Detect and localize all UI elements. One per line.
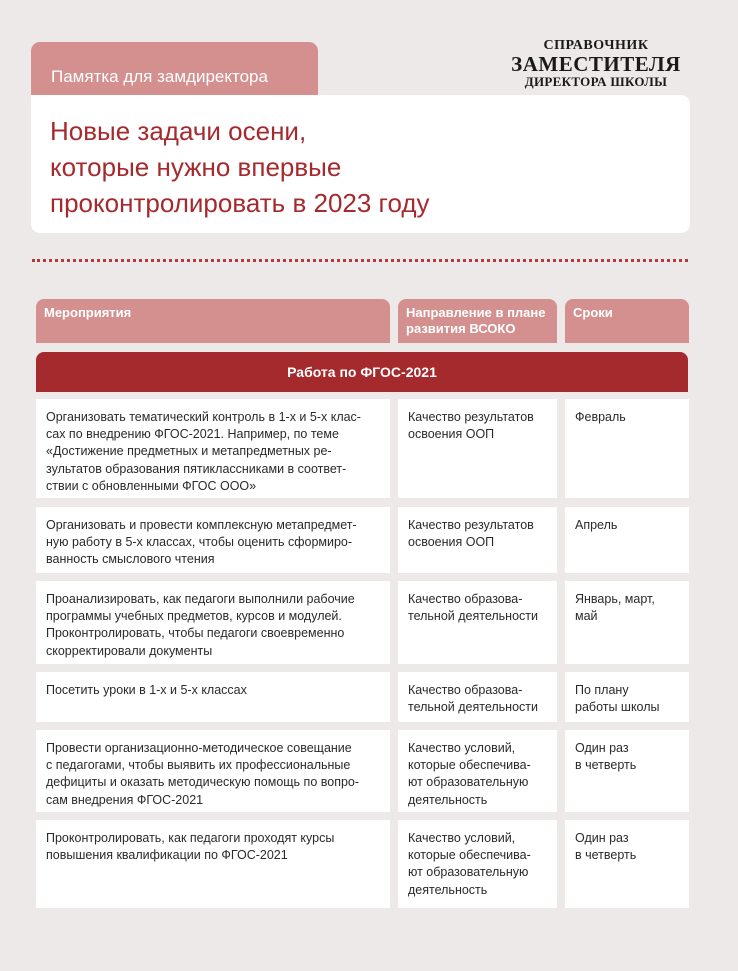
direction-cell-line: Качество результатов (408, 518, 534, 532)
page-title (50, 113, 650, 221)
direction-cell (398, 820, 557, 908)
event-cell (36, 399, 390, 498)
column-header-terms-label: Сроки (573, 305, 613, 320)
title-line: Новые задачи осени, (50, 116, 307, 146)
event-cell-line: «Достижение предметных и метапредметных ре- (46, 444, 332, 459)
event-cell-line: ванность смыслового чтения (46, 552, 215, 567)
event-cell (36, 730, 390, 812)
direction-cell-line: ют образовательную (408, 775, 529, 790)
term-cell-line: в четверть (575, 758, 637, 773)
direction-cell (398, 399, 557, 498)
direction-cell (398, 507, 557, 573)
dotted-divider (32, 259, 688, 262)
event-cell-line: сам внедрения ФГОС-2021 (46, 792, 204, 807)
brand-line-1: СПРАВОЧНИК (543, 38, 649, 53)
event-cell-line: ствии с обновленными ФГОС ООО» (46, 478, 257, 493)
direction-cell-line: освоения ООП (408, 427, 495, 442)
event-cell (36, 581, 390, 664)
event-cell-line: Провести организационно-методическое совещание (46, 741, 352, 755)
term-cell-line: май (575, 609, 598, 624)
term-cell (565, 730, 689, 812)
event-cell-line: с педагогами, чтобы выявить их профессиональные (46, 758, 351, 773)
direction-cell-line: ют образовательную (408, 865, 529, 880)
event-cell-line: Проконтролировать, чтобы педагоги своевременно (46, 626, 345, 641)
event-cell-line: дефициты и оказать методическую помощь по вопро- (46, 775, 360, 790)
direction-cell-line: деятельность (408, 882, 488, 897)
direction-cell-line: которые обеспечива- (408, 758, 531, 773)
term-cell (565, 581, 689, 664)
brand-logo (496, 38, 696, 89)
event-cell-line: Проанализировать, как педагоги выполнили рабочие (46, 592, 355, 606)
column-header-events-label: Мероприятия (44, 305, 132, 320)
direction-cell-line: деятельность (408, 792, 488, 807)
direction-cell-line: которые обеспечива- (408, 848, 531, 863)
direction-cell (398, 672, 557, 722)
direction-cell-line: Качество результатов (408, 410, 534, 424)
direction-cell-line: Качество образова- (408, 592, 523, 606)
direction-cell-line: Качество образова- (408, 683, 523, 697)
term-cell (565, 507, 689, 573)
section-title-label: Работа по ФГОС-2021 (287, 364, 437, 380)
term-cell-line: Февраль (575, 410, 626, 424)
event-cell-line: Организовать и провести комплексную метапредмет- (46, 518, 357, 532)
term-cell-line: в четверть (575, 848, 637, 863)
brand-line-2: ЗАМЕСТИТЕЛЯ (511, 52, 681, 76)
direction-cell-line: Качество условий, (408, 831, 516, 845)
title-line: которые нужно впервые (50, 152, 342, 182)
term-cell (565, 672, 689, 722)
column-header-events (36, 299, 390, 343)
term-cell-line: Один раз (575, 741, 629, 755)
event-cell (36, 507, 390, 573)
direction-cell-line: тельной деятельности (408, 609, 538, 624)
event-cell-line: повышения квалификации по ФГОС-2021 (46, 848, 288, 863)
event-cell-line: сах по внедрению ФГОС-2021. Например, по теме (46, 427, 339, 442)
section-title (36, 352, 688, 392)
title-card (31, 95, 690, 233)
term-cell-line: Январь, март, (575, 592, 655, 606)
column-header-direction-line: развития ВСОКО (406, 321, 516, 336)
event-cell-line: зультатов образования пятиклассниками в соответ- (46, 461, 347, 476)
event-cell (36, 672, 390, 722)
term-cell-line: Апрель (575, 518, 618, 532)
direction-cell-line: освоения ООП (408, 535, 495, 550)
direction-cell-line: тельной деятельности (408, 700, 538, 715)
column-header-direction (398, 299, 557, 343)
term-cell-line: работы школы (575, 700, 660, 715)
event-cell-line: ную работу в 5-х классах, чтобы оценить сформиро- (46, 535, 353, 550)
title-line: проконтролировать в 2023 году (50, 188, 430, 218)
event-cell-line: программы учебных предметов, курсов и модулей. (46, 609, 342, 624)
term-cell (565, 399, 689, 498)
memo-tab (31, 42, 318, 102)
term-cell-line: Один раз (575, 831, 629, 845)
event-cell-line: Организовать тематический контроль в 1-х и 5-х клас- (46, 410, 361, 424)
direction-cell (398, 730, 557, 812)
event-cell-line: Проконтролировать, как педагоги проходят курсы (46, 831, 335, 845)
event-cell-line: Посетить уроки в 1-х и 5-х классах (46, 683, 247, 697)
direction-cell (398, 581, 557, 664)
term-cell-line: По плану (575, 683, 629, 697)
event-cell (36, 820, 390, 908)
direction-cell-line: Качество условий, (408, 741, 516, 755)
column-header-direction-line: Направление в плане (406, 305, 546, 320)
column-header-terms (565, 299, 689, 343)
brand-line-3: ДИРЕКТОРА ШКОЛЫ (524, 74, 668, 89)
term-cell (565, 820, 689, 908)
memo-tab-label: Памятка для замдиректора (51, 67, 268, 86)
event-cell-line: скорректировали документы (46, 643, 213, 658)
